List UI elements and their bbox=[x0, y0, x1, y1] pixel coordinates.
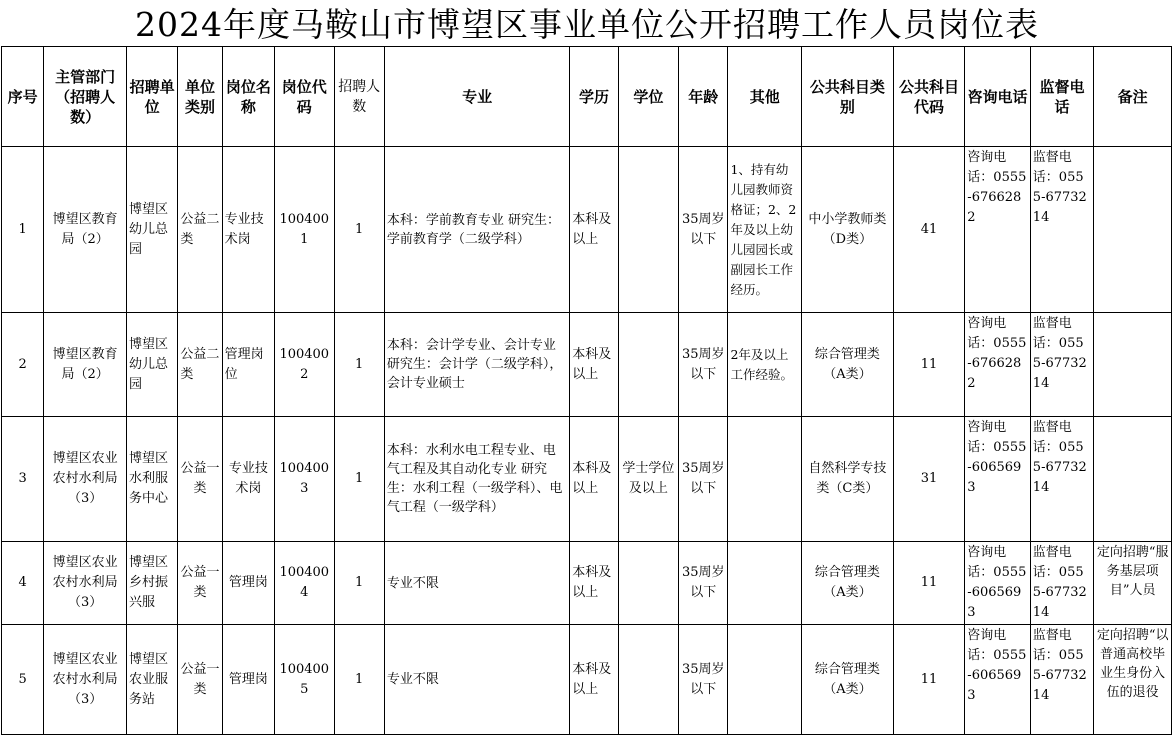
cell-age: 35周岁以下 bbox=[679, 147, 728, 313]
cell-post-name: 管理岗 bbox=[222, 625, 274, 735]
cell-unit-type: 公益二类 bbox=[178, 313, 222, 417]
cell-post-name: 专业技术岗 bbox=[222, 417, 274, 542]
cell-seq: 5 bbox=[2, 625, 44, 735]
cell-unit: 博望区农业服务站 bbox=[126, 625, 177, 735]
cell-count: 1 bbox=[334, 625, 384, 735]
cell-post-code: 1004001 bbox=[275, 147, 334, 313]
cell-consult: 咨询电话：0555-6766282 bbox=[965, 147, 1031, 313]
header-consult: 咨询电话 bbox=[965, 47, 1031, 147]
cell-remark bbox=[1094, 417, 1172, 542]
cell-supervise: 监督电话：0555-6773214 bbox=[1030, 147, 1093, 313]
cell-subject-type: 中小学教师类（D类） bbox=[802, 147, 894, 313]
cell-unit: 博望区水利服务中心 bbox=[126, 417, 177, 542]
cell-education: 本科及以上 bbox=[570, 147, 618, 313]
cell-subject-code: 41 bbox=[893, 147, 965, 313]
cell-remark bbox=[1094, 313, 1172, 417]
cell-subject-code: 31 bbox=[893, 417, 965, 542]
cell-dept: 博望区农业农村水利局（3） bbox=[44, 417, 127, 542]
header-remark: 备注 bbox=[1094, 47, 1172, 147]
cell-supervise: 监督电话：0555-6773214 bbox=[1030, 542, 1093, 625]
cell-dept: 博望区教育局（2） bbox=[44, 147, 127, 313]
cell-seq: 4 bbox=[2, 542, 44, 625]
header-seq: 序号 bbox=[2, 47, 44, 147]
header-age: 年龄 bbox=[679, 47, 728, 147]
header-degree: 学位 bbox=[618, 47, 678, 147]
header-row bbox=[2, 47, 1172, 147]
cell-dept: 博望区农业农村水利局（3） bbox=[44, 542, 127, 625]
cell-count: 1 bbox=[334, 147, 384, 313]
table-row bbox=[2, 417, 1172, 542]
positions-table bbox=[1, 46, 1172, 735]
cell-unit-type: 公益一类 bbox=[178, 625, 222, 735]
cell-post-code: 1004005 bbox=[275, 625, 334, 735]
cell-remark: 定向招聘“服务基层项目”人员 bbox=[1094, 542, 1172, 625]
cell-supervise: 监督电话：0555-6773214 bbox=[1030, 417, 1093, 542]
header-major: 专业 bbox=[384, 47, 569, 147]
cell-major: 本科：会计学专业、会计专业 研究生：会计学（二级学科），会计专业硕士 bbox=[384, 313, 569, 417]
header-education: 学历 bbox=[570, 47, 618, 147]
cell-degree: 学士学位及以上 bbox=[618, 417, 678, 542]
cell-major: 专业不限 bbox=[384, 625, 569, 735]
cell-major: 本科：水利水电工程专业、电气工程及其自动化专业 研究生：水利工程（一级学科）、电气工程（一级学科） bbox=[384, 417, 569, 542]
cell-degree bbox=[618, 542, 678, 625]
cell-degree bbox=[618, 147, 678, 313]
cell-remark: 定向招聘“以普通高校毕业生身份入伍的退役 bbox=[1094, 625, 1172, 735]
cell-education: 本科及以上 bbox=[570, 417, 618, 542]
cell-unit: 博望区乡村振兴服 bbox=[126, 542, 177, 625]
cell-other: 2年及以上工作经验。 bbox=[728, 313, 802, 417]
cell-unit-type: 公益一类 bbox=[178, 542, 222, 625]
table-row bbox=[2, 147, 1172, 313]
cell-other bbox=[728, 542, 802, 625]
cell-supervise: 监督电话：0555-6773214 bbox=[1030, 625, 1093, 735]
cell-seq: 1 bbox=[2, 147, 44, 313]
cell-unit-type: 公益一类 bbox=[178, 417, 222, 542]
cell-major: 本科：学前教育专业 研究生：学前教育学（二级学科） bbox=[384, 147, 569, 313]
table-row bbox=[2, 542, 1172, 625]
cell-subject-type: 综合管理类（A类） bbox=[802, 313, 894, 417]
cell-subject-code: 11 bbox=[893, 542, 965, 625]
header-supervise: 监督电话 bbox=[1030, 47, 1093, 147]
cell-education: 本科及以上 bbox=[570, 542, 618, 625]
cell-count: 1 bbox=[334, 417, 384, 542]
cell-post-code: 1004003 bbox=[275, 417, 334, 542]
cell-unit: 博望区幼儿总园 bbox=[126, 313, 177, 417]
cell-age: 35周岁以下 bbox=[679, 313, 728, 417]
header-subject-code: 公共科目代码 bbox=[893, 47, 965, 147]
header-other: 其他 bbox=[728, 47, 802, 147]
cell-post-code: 1004002 bbox=[275, 313, 334, 417]
cell-age: 35周岁以下 bbox=[679, 542, 728, 625]
cell-age: 35周岁以下 bbox=[679, 625, 728, 735]
cell-subject-code: 11 bbox=[893, 625, 965, 735]
cell-remark bbox=[1094, 147, 1172, 313]
cell-post-name: 管理岗位 bbox=[222, 313, 274, 417]
cell-education: 本科及以上 bbox=[570, 625, 618, 735]
header-post-code: 岗位代码 bbox=[275, 47, 334, 147]
cell-post-name: 专业技术岗 bbox=[222, 147, 274, 313]
cell-subject-type: 综合管理类（A类） bbox=[802, 625, 894, 735]
cell-education: 本科及以上 bbox=[570, 313, 618, 417]
page-title: 2024年度马鞍山市博望区事业单位公开招聘工作人员岗位表 bbox=[135, 5, 1039, 44]
cell-supervise: 监督电话：0555-6773214 bbox=[1030, 313, 1093, 417]
table-row bbox=[2, 625, 1172, 735]
cell-seq: 3 bbox=[2, 417, 44, 542]
cell-post-name: 管理岗 bbox=[222, 542, 274, 625]
cell-subject-type: 综合管理类（A类） bbox=[802, 542, 894, 625]
cell-other bbox=[728, 417, 802, 542]
cell-consult: 咨询电话：0555-6065693 bbox=[965, 625, 1031, 735]
header-count: 招聘人数 bbox=[334, 47, 384, 147]
cell-other bbox=[728, 625, 802, 735]
cell-consult: 咨询电话：0555-6065693 bbox=[965, 417, 1031, 542]
cell-count: 1 bbox=[334, 542, 384, 625]
cell-major: 专业不限 bbox=[384, 542, 569, 625]
cell-dept: 博望区教育局（2） bbox=[44, 313, 127, 417]
cell-other: 1、持有幼儿园教师资格证；2、2年及以上幼儿园园长或副园长工作经历。 bbox=[728, 147, 802, 313]
header-subject-type: 公共科目类别 bbox=[802, 47, 894, 147]
cell-subject-type: 自然科学专技类（C类） bbox=[802, 417, 894, 542]
cell-unit: 博望区幼儿总园 bbox=[126, 147, 177, 313]
cell-subject-code: 11 bbox=[893, 313, 965, 417]
cell-degree bbox=[618, 625, 678, 735]
cell-count: 1 bbox=[334, 313, 384, 417]
table-row bbox=[2, 313, 1172, 417]
cell-seq: 2 bbox=[2, 313, 44, 417]
cell-age: 35周岁以下 bbox=[679, 417, 728, 542]
cell-dept: 博望区农业农村水利局（3） bbox=[44, 625, 127, 735]
header-unit-type: 单位类别 bbox=[178, 47, 222, 147]
header-post-name: 岗位名称 bbox=[222, 47, 274, 147]
cell-degree bbox=[618, 313, 678, 417]
header-dept: 主管部门（招聘人数） bbox=[44, 47, 127, 147]
cell-unit-type: 公益二类 bbox=[178, 147, 222, 313]
header-unit: 招聘单位 bbox=[126, 47, 177, 147]
cell-consult: 咨询电话：0555-6065693 bbox=[965, 542, 1031, 625]
cell-consult: 咨询电话：0555-6766282 bbox=[965, 313, 1031, 417]
cell-post-code: 1004004 bbox=[275, 542, 334, 625]
